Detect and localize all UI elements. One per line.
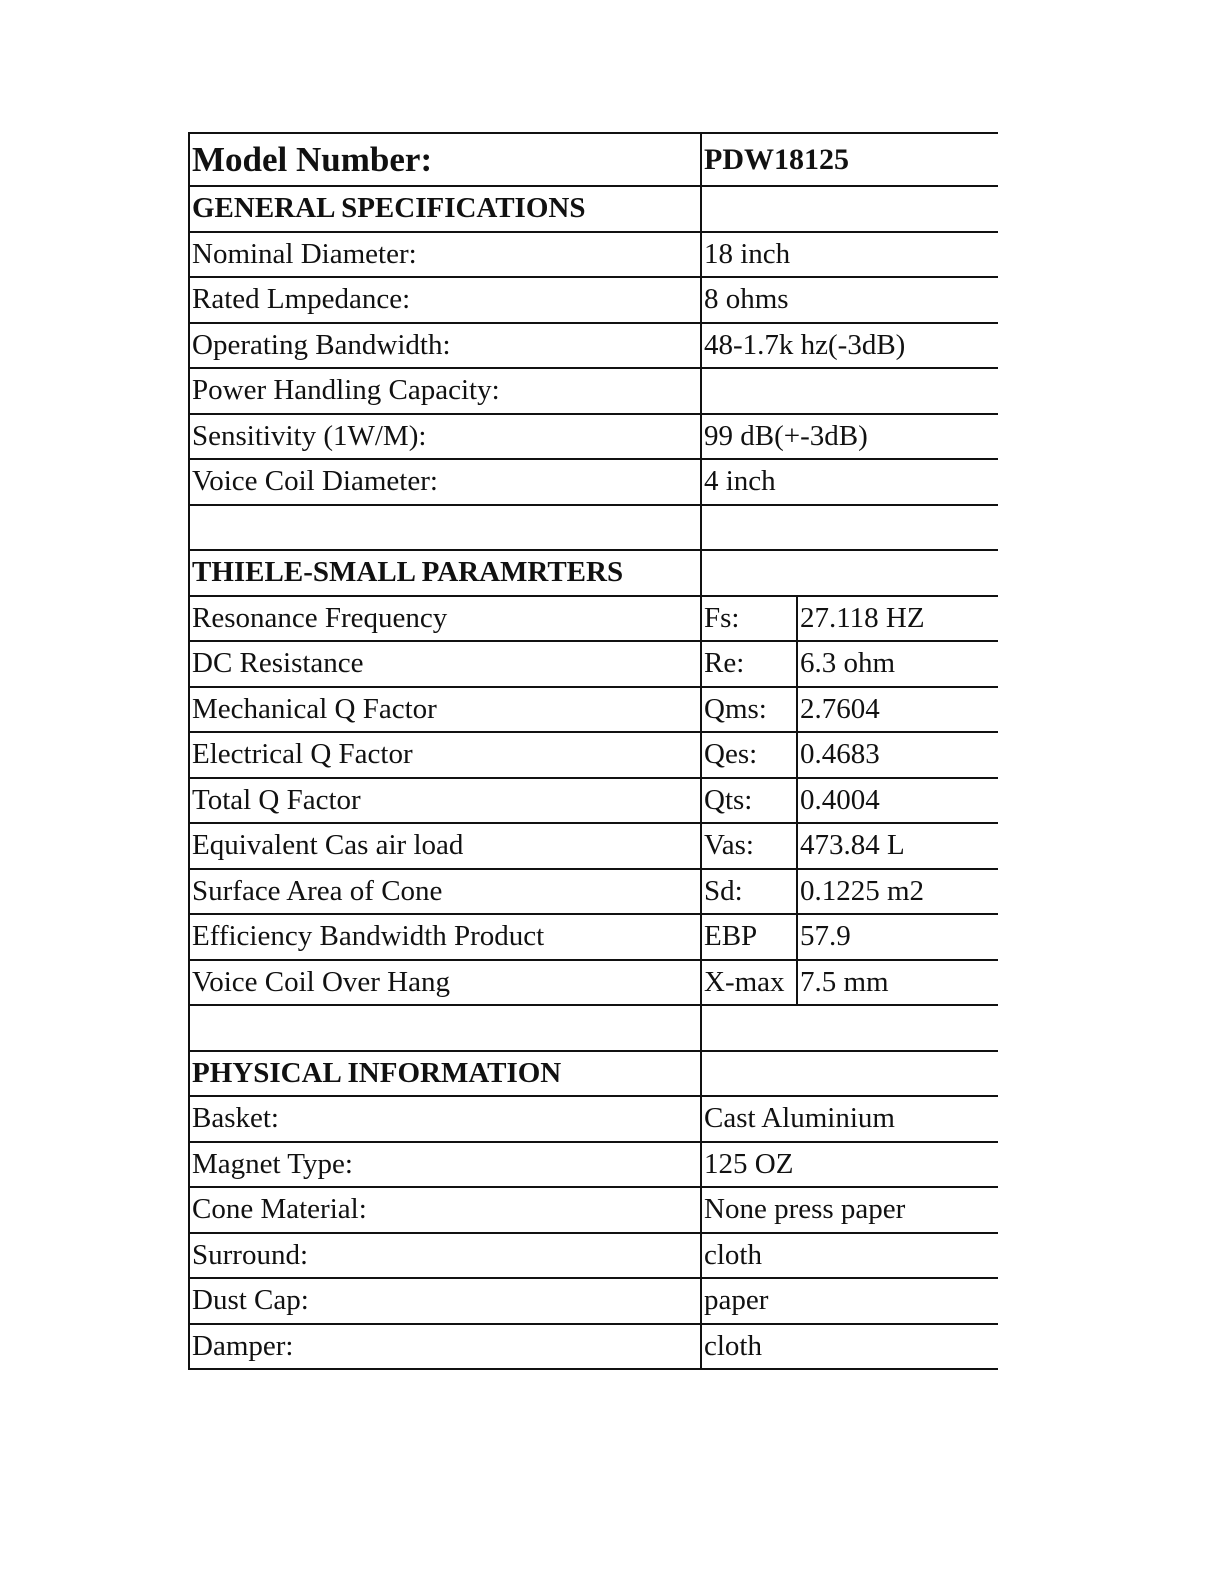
phys-label: Surround: (188, 1234, 702, 1278)
spec-label: Sensitivity (1W/M): (188, 415, 702, 459)
ts-row-surface-area (188, 870, 998, 916)
phys-row-basket (188, 1097, 998, 1143)
phys-value: Cast Aluminium (704, 1102, 895, 1135)
ts-row-resonance-frequency (188, 597, 998, 643)
spec-row-rated-impedance (188, 278, 998, 324)
ts-value: 57.9 (800, 920, 851, 953)
phys-row-magnet-type (188, 1143, 998, 1189)
spec-value: 99 dB(+-3dB) (704, 419, 868, 452)
ts-symbol: Vas: (702, 824, 798, 868)
empty-cell (188, 1006, 702, 1050)
phys-label: Damper: (188, 1325, 702, 1369)
ts-value: 0.4683 (800, 738, 880, 771)
phys-label: Dust Cap: (188, 1279, 702, 1323)
spec-value: 4 inch (704, 465, 776, 498)
empty-cell (702, 1006, 998, 1050)
empty-cell (702, 551, 998, 595)
phys-label: Basket: (188, 1097, 702, 1141)
spec-label: Rated Lmpedance: (188, 278, 702, 322)
spacer-row (188, 1006, 998, 1052)
ts-row-electrical-q (188, 733, 998, 779)
spec-label: Operating Bandwidth: (188, 324, 702, 368)
phys-value: cloth (704, 1238, 762, 1271)
spec-label: Voice Coil Diameter: (188, 460, 702, 504)
ts-symbol: EBP (702, 915, 798, 959)
phys-row-cone-material (188, 1188, 998, 1234)
ts-row-vas (188, 824, 998, 870)
phys-value: None press paper (704, 1193, 906, 1226)
ts-label: Surface Area of Cone (188, 870, 702, 914)
spec-row-power-handling (188, 369, 998, 415)
spec-label: Power Handling Capacity: (188, 369, 702, 413)
general-specifications-heading-row (188, 187, 998, 233)
ts-value: 7.5 mm (800, 965, 889, 998)
ts-value: 27.118 HZ (800, 601, 925, 634)
physical-information-heading: PHYSICAL INFORMATION (188, 1052, 702, 1096)
ts-label: DC Resistance (188, 642, 702, 686)
spacer-row (188, 506, 998, 552)
empty-cell (702, 187, 998, 231)
phys-label: Cone Material: (188, 1188, 702, 1232)
thiele-small-heading: THIELE-SMALL PARAMRTERS (188, 551, 702, 595)
ts-row-xmax (188, 961, 998, 1007)
ts-row-total-q (188, 779, 998, 825)
general-specifications-heading: GENERAL SPECIFICATIONS (188, 187, 702, 231)
phys-value: paper (704, 1284, 769, 1317)
model-number-row (188, 132, 998, 187)
ts-label: Equivalent Cas air load (188, 824, 702, 868)
spec-value: 8 ohms (704, 283, 789, 316)
spec-value: 18 inch (704, 237, 791, 270)
ts-symbol: Qms: (702, 688, 798, 732)
ts-value: 0.1225 m2 (800, 874, 925, 907)
ts-value: 0.4004 (800, 783, 880, 816)
phys-row-dust-cap (188, 1279, 998, 1325)
ts-label: Electrical Q Factor (188, 733, 702, 777)
empty-cell (702, 1052, 998, 1096)
spec-row-nominal-diameter (188, 233, 998, 279)
ts-label: Total Q Factor (188, 779, 702, 823)
model-number-value: PDW18125 (704, 142, 849, 176)
ts-label: Resonance Frequency (188, 597, 702, 641)
ts-row-ebp (188, 915, 998, 961)
ts-label: Voice Coil Over Hang (188, 961, 702, 1005)
phys-label: Magnet Type: (188, 1143, 702, 1187)
spec-sheet-table (188, 132, 998, 1370)
empty-cell (702, 506, 998, 550)
ts-label: Mechanical Q Factor (188, 688, 702, 732)
ts-value: 6.3 ohm (800, 647, 896, 680)
ts-row-dc-resistance (188, 642, 998, 688)
spec-value: 48-1.7k hz(-3dB) (704, 328, 906, 361)
phys-row-damper (188, 1325, 998, 1371)
spec-row-operating-bandwidth (188, 324, 998, 370)
phys-value: cloth (704, 1329, 762, 1362)
spec-label: Nominal Diameter: (188, 233, 702, 277)
ts-symbol: Qes: (702, 733, 798, 777)
ts-label: Efficiency Bandwidth Product (188, 915, 702, 959)
ts-symbol: X-max (702, 961, 798, 1005)
ts-row-mechanical-q (188, 688, 998, 734)
model-number-label: Model Number: (188, 134, 702, 185)
ts-symbol: Fs: (702, 597, 798, 641)
physical-information-heading-row (188, 1052, 998, 1098)
phys-value: 125 OZ (704, 1147, 794, 1180)
spec-row-voice-coil-diameter (188, 460, 998, 506)
ts-value: 473.84 L (800, 829, 905, 862)
spec-row-sensitivity (188, 415, 998, 461)
ts-symbol: Qts: (702, 779, 798, 823)
ts-symbol: Re: (702, 642, 798, 686)
spec-value (702, 369, 998, 413)
thiele-small-heading-row (188, 551, 998, 597)
empty-cell (188, 506, 702, 550)
phys-row-surround (188, 1234, 998, 1280)
ts-value: 2.7604 (800, 692, 880, 725)
ts-symbol: Sd: (702, 870, 798, 914)
